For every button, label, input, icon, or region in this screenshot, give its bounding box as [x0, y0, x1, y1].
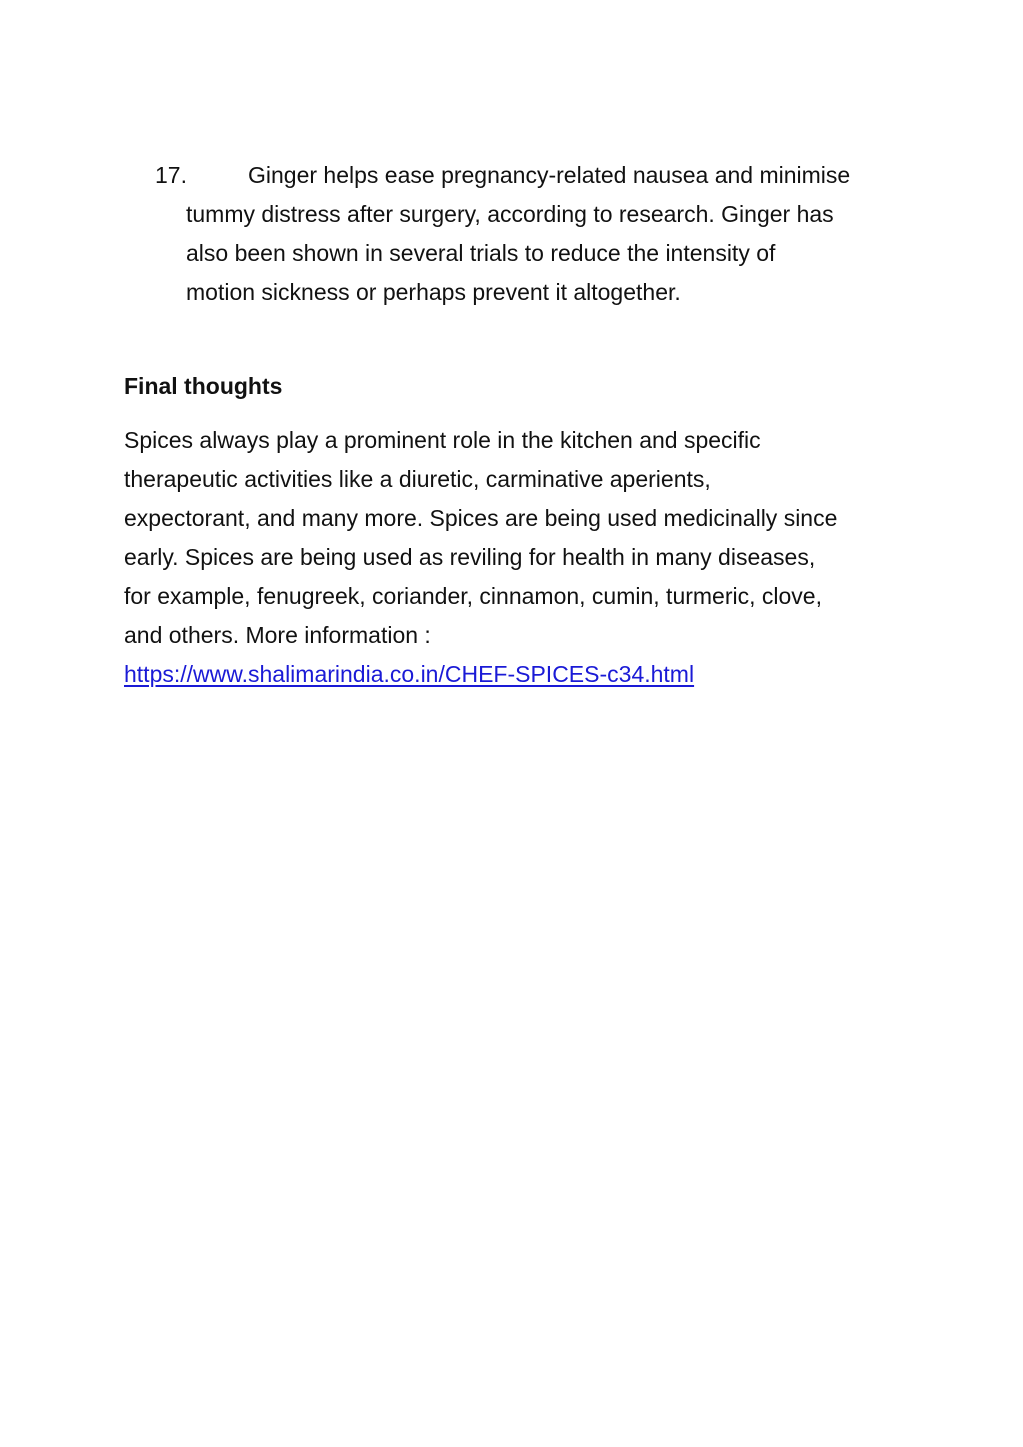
- paragraph-line-2: therapeutic activities like a diuretic, carminative aperients,: [124, 466, 711, 492]
- section-heading: Final thoughts: [124, 373, 283, 399]
- list-item-text-line-4: motion sickness or perhaps prevent it altogether.: [186, 279, 681, 305]
- paragraph-line-6: and others. More information :: [124, 622, 431, 648]
- section-paragraph: [124, 421, 924, 694]
- more-information-link[interactable]: https://www.shalimarindia.co.in/CHEF-SPICES-c34.html: [124, 661, 695, 687]
- list-item-first-line: [155, 156, 915, 195]
- list-item-number: 17.: [155, 162, 187, 188]
- paragraph-line-1: Spices always play a prominent role in the kitchen and specific: [124, 427, 761, 453]
- list-item-text-line-1: Ginger helps ease pregnancy-related nausea and minimise: [248, 162, 851, 188]
- list-item-text-line-3: also been shown in several trials to reduce the intensity of: [186, 240, 776, 266]
- list-item-17: [155, 156, 915, 312]
- paragraph-line-4: early. Spices are being used as reviling for health in many diseases,: [124, 544, 816, 570]
- paragraph-line-3: expectorant, and many more. Spices are being used medicinally since: [124, 505, 838, 531]
- list-item-text-line-2: tummy distress after surgery, according to research. Ginger has: [186, 201, 834, 227]
- paragraph-line-5: for example, fenugreek, coriander, cinnamon, cumin, turmeric, clove,: [124, 583, 822, 609]
